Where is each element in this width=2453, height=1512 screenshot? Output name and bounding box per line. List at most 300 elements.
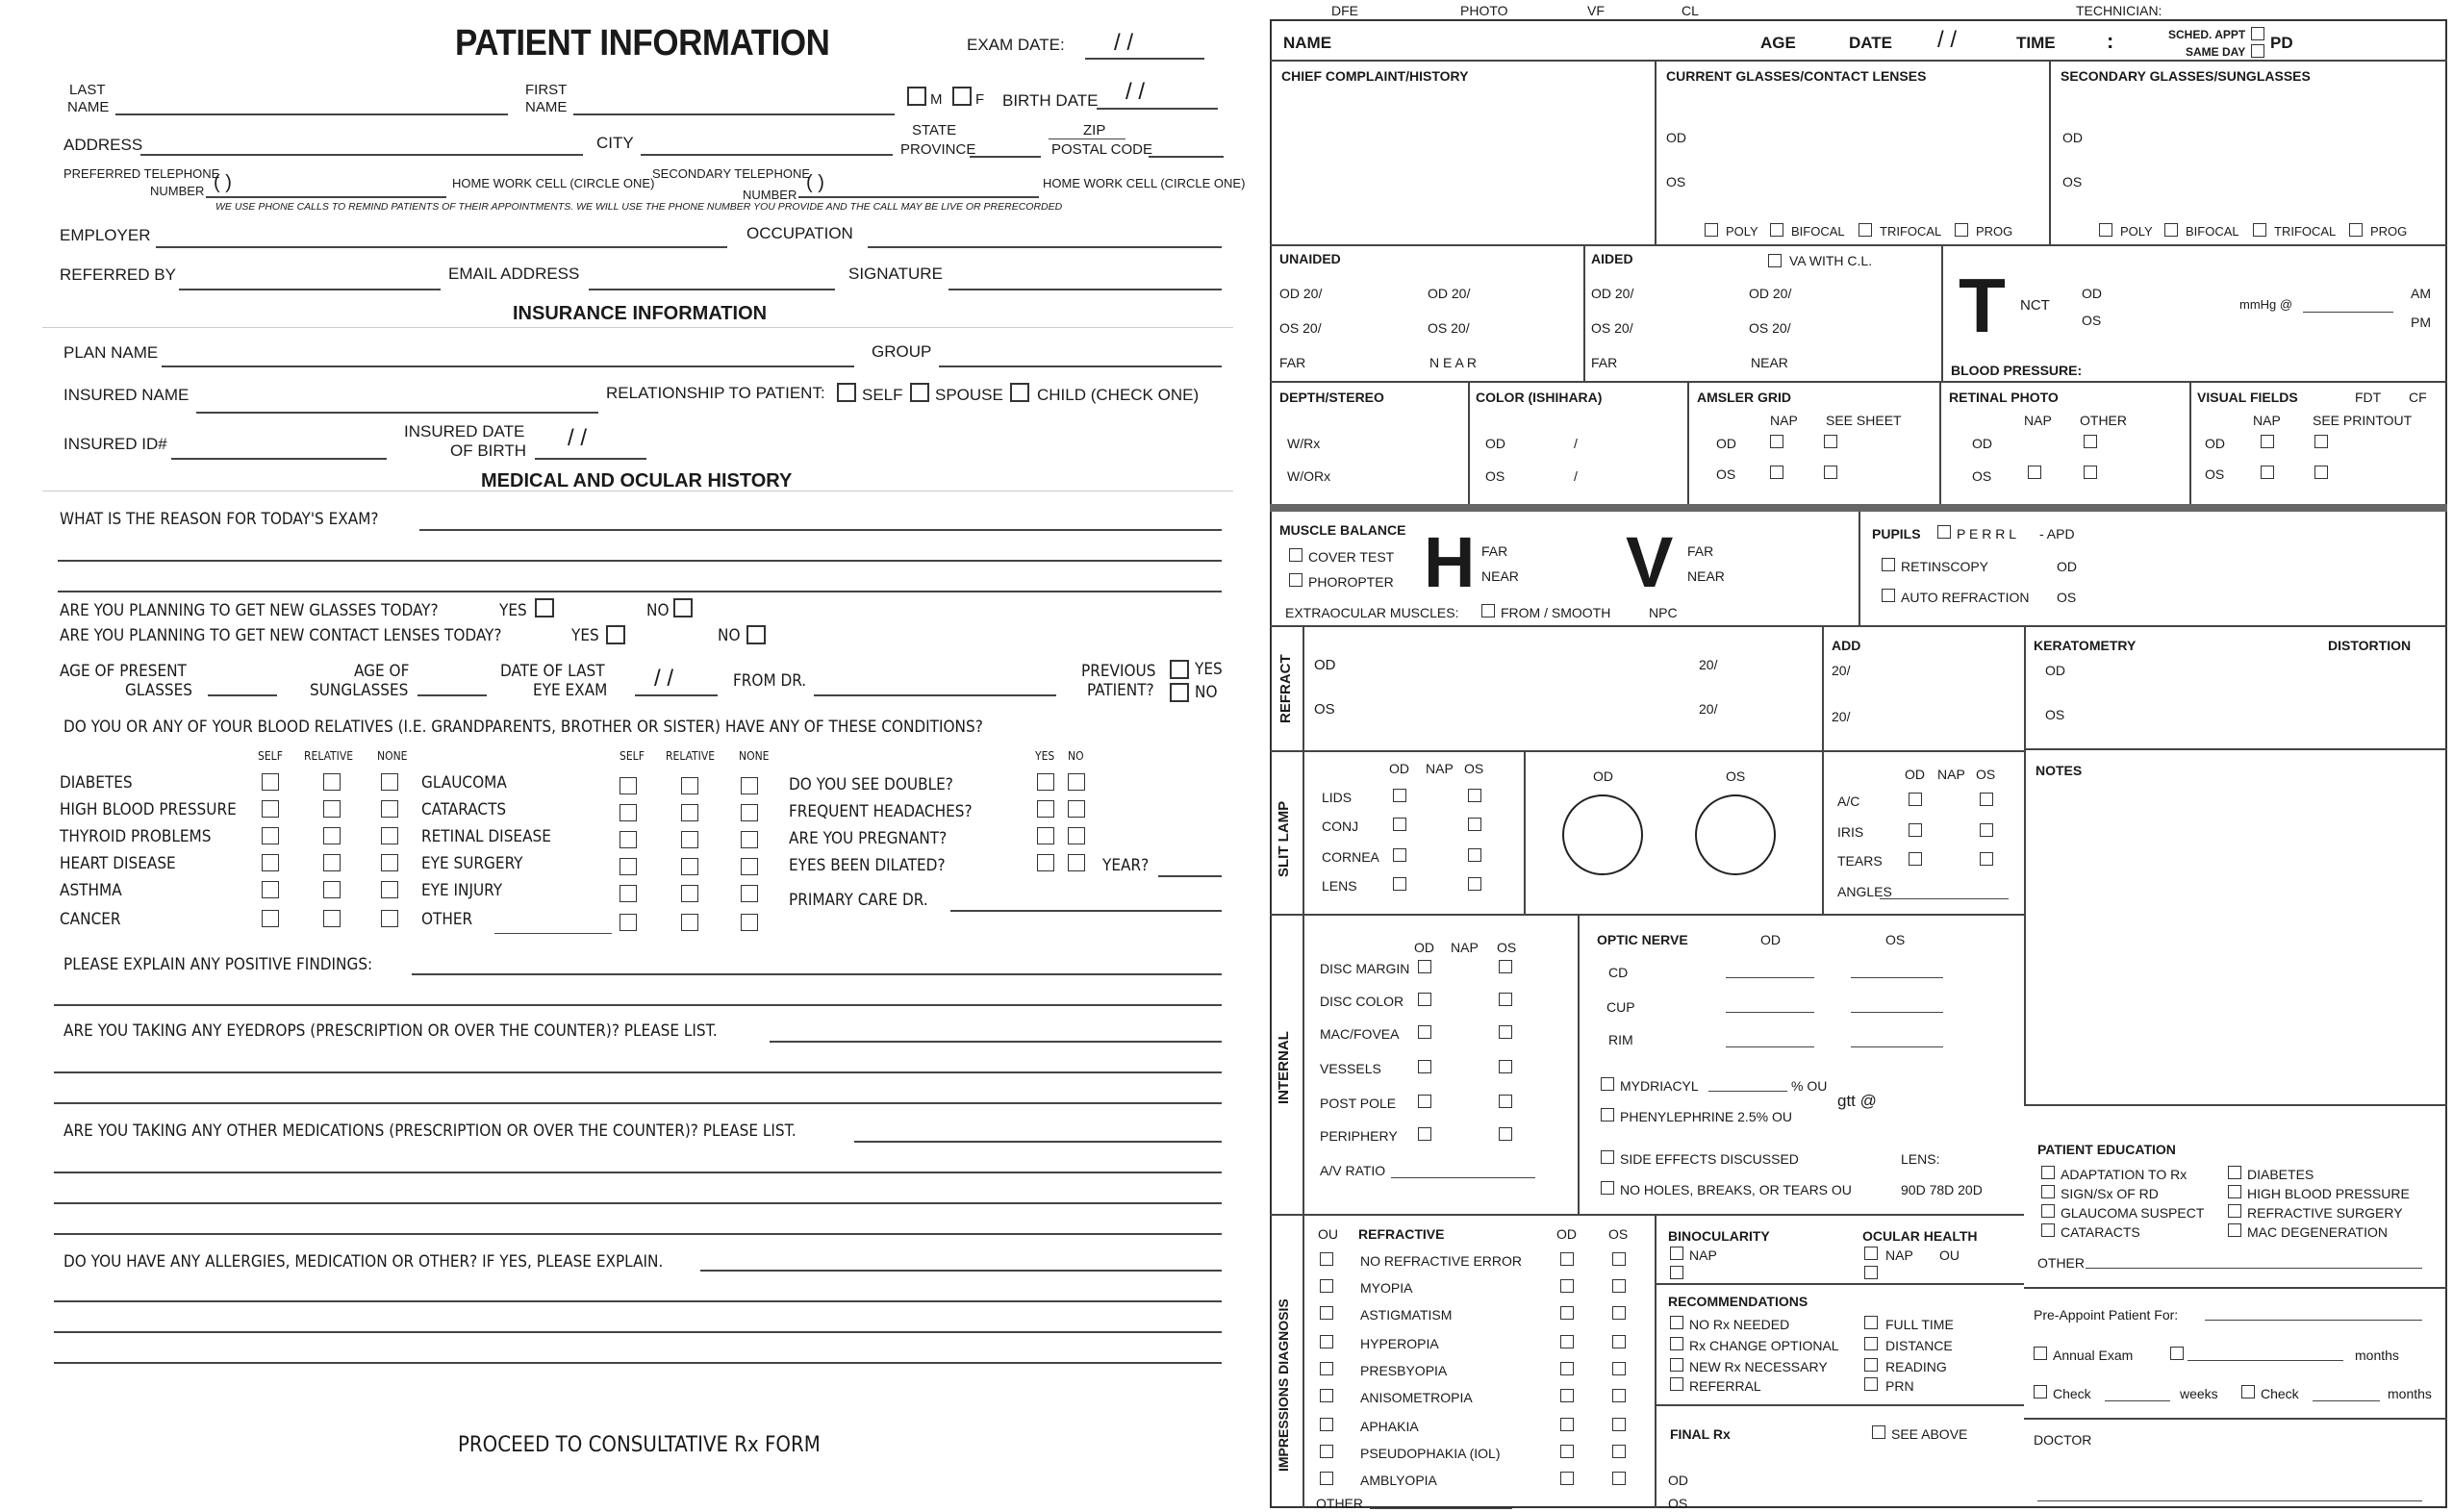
side-effects-checkbox[interactable] (1601, 1150, 1614, 1164)
education-checkbox[interactable] (2228, 1223, 2241, 1237)
auto-refraction-checkbox[interactable] (1882, 589, 1895, 602)
slit-od-checkbox[interactable] (1393, 789, 1406, 802)
divider (1822, 625, 1824, 750)
annual-checkbox[interactable] (2034, 1347, 2047, 1360)
sec-tel-label: SECONDARY TELEPHONE (652, 166, 810, 181)
insured-id-field[interactable] (171, 458, 387, 460)
condition-checkbox[interactable] (262, 910, 279, 927)
education-checkbox[interactable] (2228, 1204, 2241, 1218)
preappoint-field[interactable] (2205, 1320, 2422, 1321)
divider (2024, 625, 2026, 1106)
referred-label: REFERRED BY (60, 265, 176, 284)
glasses-yes-checkbox[interactable] (535, 598, 554, 617)
condition-checkbox[interactable] (262, 827, 279, 844)
retinoscopy-label: RETINSCOPY (1901, 559, 1989, 574)
diag-os-checkbox[interactable] (1612, 1252, 1626, 1266)
lens-type-label: BIFOCAL (1791, 224, 1845, 239)
horizontal-h: H (1424, 522, 1476, 602)
see-above-checkbox[interactable] (1872, 1425, 1885, 1439)
allergies-line-4[interactable] (54, 1362, 1222, 1364)
group-label: GROUP (872, 342, 932, 361)
condition-checkbox[interactable] (681, 804, 698, 821)
year-field[interactable] (1158, 875, 1222, 877)
diag-ou-checkbox[interactable] (1320, 1472, 1333, 1485)
pref-tel-number-label: NUMBER (150, 184, 205, 198)
aided-os-near: OS 20/ (1749, 320, 1791, 336)
exam-date-field[interactable] (1085, 58, 1204, 60)
current-glasses-label: CURRENT GLASSES/CONTACT LENSES (1666, 68, 1927, 84)
recommendation-label: DISTANCE (1885, 1338, 1953, 1353)
perrl-checkbox[interactable] (1937, 525, 1951, 539)
diag-ou-checkbox[interactable] (1320, 1389, 1333, 1402)
internal-item-label: DISC MARGIN (1320, 961, 1410, 976)
first-name-field[interactable] (573, 113, 895, 115)
internal-os-checkbox[interactable] (1499, 993, 1512, 1006)
condition-label: DIABETES (60, 773, 133, 793)
lens-type-label: POLY (2120, 224, 2153, 239)
slit-od-checkbox[interactable] (1393, 818, 1406, 831)
age-glasses-field[interactable] (208, 694, 277, 696)
annual-months-checkbox[interactable] (2170, 1347, 2184, 1360)
condition-checkbox[interactable] (741, 777, 758, 794)
slit-od-checkbox[interactable] (1909, 852, 1922, 866)
internal-os-checkbox[interactable] (1499, 960, 1512, 973)
weeks-field[interactable] (2105, 1400, 2170, 1401)
h-near: NEAR (1481, 568, 1519, 584)
internal-od-checkbox[interactable] (1418, 993, 1431, 1006)
vf-nap-os[interactable] (2261, 466, 2274, 479)
condition-checkbox[interactable] (620, 858, 637, 875)
condition-checkbox[interactable] (681, 831, 698, 848)
question-no-checkbox[interactable] (1068, 773, 1085, 791)
condition-checkbox[interactable] (681, 885, 698, 902)
slit-os-checkbox[interactable] (1468, 789, 1481, 802)
divider (1270, 914, 2024, 916)
slit2-os-col: OS (1976, 767, 1996, 782)
diag-od-checkbox[interactable] (1560, 1472, 1574, 1485)
doctor-signature-field[interactable] (2037, 1500, 2422, 1501)
condition-checkbox[interactable] (681, 858, 698, 875)
check-months-checkbox[interactable] (2241, 1385, 2255, 1399)
check-months-field[interactable] (2313, 1400, 2380, 1401)
diag-os-checkbox[interactable] (1612, 1389, 1626, 1402)
zip-field[interactable] (1149, 156, 1224, 158)
slit-os-checkbox[interactable] (1980, 852, 1993, 866)
state-field[interactable] (970, 156, 1041, 158)
phenylephrine-checkbox[interactable] (1601, 1108, 1614, 1121)
lens-type-checkbox[interactable] (2253, 223, 2266, 237)
education-other-field[interactable] (2086, 1268, 2422, 1269)
education-checkbox[interactable] (2041, 1166, 2055, 1179)
rim-os-field[interactable] (1851, 1046, 1943, 1047)
allergies-line-2[interactable] (54, 1300, 1222, 1302)
condition-checkbox[interactable] (741, 885, 758, 902)
age-label: AGE (1760, 34, 1796, 52)
lens-type-checkbox[interactable] (1859, 223, 1872, 237)
lens-type-checkbox[interactable] (2099, 223, 2112, 237)
glasses-yes-label: YES (499, 601, 527, 620)
mydriacyl-checkbox[interactable] (1601, 1077, 1614, 1091)
slit-os-checkbox[interactable] (1468, 848, 1481, 862)
age-sunglasses-field[interactable] (417, 694, 487, 696)
diag-od-checkbox[interactable] (1560, 1445, 1574, 1458)
visual-fields-label: VISUAL FIELDS (2197, 390, 2298, 405)
glasses-no-checkbox[interactable] (673, 598, 693, 617)
cd-od-field[interactable] (1726, 977, 1814, 978)
rim-od-field[interactable] (1726, 1046, 1814, 1047)
diag-other-label: OTHER (1316, 1496, 1363, 1511)
first-label: FIRST (525, 82, 568, 98)
binoc-nap-checkbox[interactable] (1670, 1247, 1683, 1260)
phoropter-checkbox[interactable] (1289, 573, 1302, 587)
v-far: FAR (1687, 543, 1714, 559)
referred-field[interactable] (179, 289, 441, 290)
postal-code-label: POSTAL CODE (1051, 141, 1153, 158)
sched-checkbox[interactable] (2251, 27, 2264, 40)
oh-other-checkbox[interactable] (1864, 1266, 1878, 1279)
slit-od-checkbox[interactable] (1393, 848, 1406, 862)
recommendation-checkbox[interactable] (1670, 1316, 1683, 1329)
recommendation-checkbox[interactable] (1670, 1337, 1683, 1350)
slit-os-checkbox[interactable] (1980, 823, 1993, 837)
color-od: OD (1485, 436, 1505, 451)
diag-ou-checkbox[interactable] (1320, 1362, 1333, 1375)
unaided-far: FAR (1279, 355, 1306, 370)
diag-os-checkbox[interactable] (1612, 1335, 1626, 1348)
internal-od-checkbox[interactable] (1418, 960, 1431, 973)
self-checkbox[interactable] (837, 383, 856, 402)
condition-checkbox[interactable] (741, 914, 758, 931)
annual-months-field[interactable] (2187, 1360, 2343, 1361)
condition-checkbox[interactable] (323, 910, 341, 927)
last-exam-field[interactable] (635, 694, 718, 696)
mydriacyl-field[interactable] (1708, 1091, 1787, 1092)
vf-nap: NAP (2253, 413, 2281, 428)
angles-field[interactable] (1880, 898, 2009, 899)
explain-field[interactable] (412, 973, 1222, 975)
mydriacyl-label: MYDRIACYL (1620, 1078, 1699, 1094)
internal-od-checkbox[interactable] (1418, 1095, 1431, 1108)
divider (1939, 381, 1941, 506)
condition-checkbox[interactable] (262, 881, 279, 898)
internal-os-checkbox[interactable] (1499, 1060, 1512, 1073)
question-yes-checkbox[interactable] (1037, 827, 1054, 844)
plan-field[interactable] (162, 365, 854, 367)
slit-od-checkbox[interactable] (1909, 823, 1922, 837)
occupation-field[interactable] (868, 246, 1222, 248)
condition-checkbox[interactable] (381, 910, 398, 927)
slit-od-checkbox[interactable] (1909, 793, 1922, 806)
question-yes-checkbox[interactable] (1037, 854, 1054, 871)
diag-od-checkbox[interactable] (1560, 1362, 1574, 1375)
diag-ou-checkbox[interactable] (1320, 1335, 1333, 1348)
diag-od-checkbox[interactable] (1560, 1418, 1574, 1431)
retinal-other-os[interactable] (2084, 466, 2097, 479)
kerat-od: OD (2045, 663, 2065, 678)
condition-checkbox[interactable] (620, 804, 637, 821)
unaided-od-far: OD 20/ (1279, 286, 1323, 301)
oh-nap-checkbox[interactable] (1864, 1247, 1878, 1260)
vf-label: VF (1587, 3, 1605, 18)
unaided-os-near: OS 20/ (1428, 320, 1470, 336)
condition-checkbox[interactable] (262, 773, 279, 791)
birth-date-slashes: / / (1125, 79, 1146, 105)
fundus-os-circle[interactable] (1695, 794, 1776, 875)
cup-os-field[interactable] (1851, 1012, 1943, 1013)
diag-od-checkbox[interactable] (1560, 1389, 1574, 1402)
condition-checkbox[interactable] (323, 800, 341, 818)
recommendation-checkbox[interactable] (1670, 1358, 1683, 1372)
diag-os-checkbox[interactable] (1612, 1445, 1626, 1458)
spouse-checkbox[interactable] (910, 383, 929, 402)
diag-od-checkbox[interactable] (1560, 1306, 1574, 1320)
city-field[interactable] (641, 154, 893, 156)
education-label: REFRACTIVE SURGERY (2247, 1205, 2403, 1221)
recommendation-checkbox[interactable] (1864, 1377, 1878, 1391)
recommendation-checkbox[interactable] (1864, 1316, 1878, 1329)
contacts-yes-checkbox[interactable] (606, 625, 625, 644)
lens-type-checkbox[interactable] (1955, 223, 1968, 237)
address-field[interactable] (140, 154, 583, 156)
diag-os-checkbox[interactable] (1612, 1306, 1626, 1320)
fundus-od-circle[interactable] (1562, 794, 1643, 875)
diagnosis-label: HYPEROPIA (1360, 1336, 1439, 1351)
divider (1468, 381, 1470, 506)
diag-other-field[interactable] (1370, 1508, 1512, 1509)
insured-name-field[interactable] (196, 412, 598, 414)
other-meds-line-3[interactable] (54, 1202, 1222, 1204)
vf-print-od[interactable] (2314, 435, 2328, 448)
nct-label: NCT (2020, 297, 2050, 314)
condition-checkbox[interactable] (381, 827, 398, 844)
other-condition-field[interactable] (494, 933, 612, 934)
amsler-sheet-od[interactable] (1824, 435, 1837, 448)
email-field[interactable] (589, 289, 835, 290)
condition-checkbox[interactable] (262, 854, 279, 871)
condition-checkbox[interactable] (741, 858, 758, 875)
internal-os-checkbox[interactable] (1499, 1127, 1512, 1141)
previous-no-checkbox[interactable] (1170, 683, 1189, 702)
eom-checkbox[interactable] (1481, 604, 1495, 617)
amsler-nap-os[interactable] (1770, 466, 1783, 479)
slit-os-checkbox[interactable] (1980, 793, 1993, 806)
va-cl-checkbox[interactable] (1768, 254, 1782, 267)
condition-checkbox[interactable] (381, 800, 398, 818)
education-checkbox[interactable] (2041, 1185, 2055, 1198)
previous-yes-checkbox[interactable] (1170, 660, 1189, 679)
condition-checkbox[interactable] (681, 777, 698, 794)
mmhg-field[interactable] (2303, 312, 2393, 313)
eyedrops-field[interactable] (770, 1041, 1222, 1043)
same-day-label: SAME DAY (2186, 45, 2246, 59)
slit-os-checkbox[interactable] (1468, 818, 1481, 831)
education-label: HIGH BLOOD PRESSURE (2247, 1186, 2410, 1201)
condition-checkbox[interactable] (381, 881, 398, 898)
lens-type-checkbox[interactable] (2164, 223, 2178, 237)
contacts-yes-label: YES (571, 626, 599, 645)
cup-od-field[interactable] (1726, 1012, 1814, 1013)
vf-nap-od[interactable] (2261, 435, 2274, 448)
child-checkbox[interactable] (1010, 383, 1029, 402)
divider (2024, 1418, 2447, 1420)
recommendation-checkbox[interactable] (1670, 1377, 1683, 1391)
insured-date-label: INSURED DATE (404, 422, 525, 441)
diag-od-checkbox[interactable] (1560, 1252, 1574, 1266)
diag-ou-checkbox[interactable] (1320, 1279, 1333, 1293)
apd-label: - APD (2039, 526, 2075, 542)
from-dr-field[interactable] (814, 694, 1056, 696)
education-checkbox[interactable] (2228, 1166, 2241, 1179)
condition-checkbox[interactable] (620, 885, 637, 902)
reason-line-3[interactable] (58, 591, 1222, 592)
condition-checkbox[interactable] (620, 914, 637, 931)
condition-checkbox[interactable] (323, 773, 341, 791)
condition-checkbox[interactable] (741, 804, 758, 821)
internal-od-checkbox[interactable] (1418, 1060, 1431, 1073)
retinoscopy-checkbox[interactable] (1882, 558, 1895, 571)
diag-ou-checkbox[interactable] (1320, 1306, 1333, 1320)
education-checkbox[interactable] (2041, 1223, 2055, 1237)
date-label: DATE (1849, 34, 1893, 52)
internal-os-checkbox[interactable] (1499, 1095, 1512, 1108)
slit-od-col: OD (1389, 761, 1409, 776)
internal-os-checkbox[interactable] (1499, 1025, 1512, 1039)
condition-checkbox[interactable] (381, 854, 398, 871)
condition-checkbox[interactable] (681, 914, 698, 931)
explain-line-2[interactable] (54, 1004, 1222, 1006)
lens-type-checkbox[interactable] (1770, 223, 1783, 237)
primary-care-field[interactable] (950, 910, 1222, 912)
recommendation-checkbox[interactable] (1864, 1358, 1878, 1372)
employer-field[interactable] (156, 246, 727, 248)
condition-checkbox[interactable] (323, 854, 341, 871)
exam-date-label: EXAM DATE: (967, 36, 1065, 54)
retinal-other-od[interactable] (2084, 435, 2097, 448)
condition-checkbox[interactable] (323, 827, 341, 844)
cd-os-field[interactable] (1851, 977, 1943, 978)
cover-test-checkbox[interactable] (1289, 548, 1302, 562)
female-checkbox[interactable] (952, 87, 972, 106)
patient-education-label: PATIENT EDUCATION (2037, 1142, 2176, 1157)
binoc-other-checkbox[interactable] (1670, 1266, 1683, 1279)
condition-checkbox[interactable] (620, 777, 637, 794)
group-field[interactable] (939, 365, 1222, 367)
diag-os-checkbox[interactable] (1612, 1472, 1626, 1485)
slit-os-checkbox[interactable] (1468, 877, 1481, 891)
eye-exam-label: EYE EXAM (533, 681, 608, 700)
sec-tel-field[interactable] (798, 196, 1039, 198)
pref-tel-field[interactable] (206, 196, 446, 198)
internal-od-checkbox[interactable] (1418, 1127, 1431, 1141)
sec-tel-paren: ( ) (806, 172, 824, 193)
diag-ou-checkbox[interactable] (1320, 1418, 1333, 1431)
retinal-nap-os[interactable] (2028, 466, 2041, 479)
lens-type-checkbox[interactable] (2349, 223, 2363, 237)
birth-date-field[interactable] (1097, 108, 1218, 110)
recommendation-checkbox[interactable] (1864, 1337, 1878, 1350)
slit-item-label: LIDS (1322, 790, 1353, 805)
lens-type-checkbox[interactable] (1705, 223, 1718, 237)
education-checkbox[interactable] (2228, 1185, 2241, 1198)
internal-od-checkbox[interactable] (1418, 1025, 1431, 1039)
eyedrops-line-2[interactable] (54, 1071, 1222, 1073)
lens-type-label: POLY (1726, 224, 1758, 239)
question-label: FREQUENT HEADACHES? (789, 802, 973, 821)
pct-ou-label: % OU (1791, 1078, 1828, 1094)
diag-os-checkbox[interactable] (1612, 1279, 1626, 1293)
address-label: ADDRESS (63, 136, 143, 154)
sec-od: OD (2062, 130, 2083, 145)
recommendation-label: Rx CHANGE OPTIONAL (1689, 1338, 1839, 1353)
other-meds-field[interactable] (854, 1141, 1222, 1143)
side-effects-label: SIDE EFFECTS DISCUSSED (1620, 1151, 1799, 1167)
question-no-checkbox[interactable] (1068, 827, 1085, 844)
amsler-sheet-os[interactable] (1824, 466, 1837, 479)
insurance-heading: INSURANCE INFORMATION (513, 303, 768, 324)
vf-see-printout: SEE PRINTOUT (2313, 413, 2413, 428)
reason-field[interactable] (419, 529, 1222, 531)
recommendation-label: READING (1885, 1359, 1947, 1374)
binoc-nap-label: NAP (1689, 1247, 1717, 1263)
reason-line-2[interactable] (58, 560, 1222, 562)
question-no-checkbox[interactable] (1068, 854, 1085, 871)
condition-checkbox[interactable] (741, 831, 758, 848)
reason-label: WHAT IS THE REASON FOR TODAY'S EXAM? (60, 510, 379, 529)
from-dr-label: FROM DR. (733, 671, 807, 691)
amsler-nap-od[interactable] (1770, 435, 1783, 448)
eyedrops-line-3[interactable] (54, 1102, 1222, 1104)
diag-ou-checkbox[interactable] (1320, 1445, 1333, 1458)
other-meds-line-2[interactable] (54, 1172, 1222, 1173)
insured-dob-field[interactable] (535, 458, 646, 460)
divider (1302, 1214, 1304, 1508)
same-day-checkbox[interactable] (2251, 44, 2264, 58)
vf-print-os[interactable] (2314, 466, 2328, 479)
diag-os-checkbox[interactable] (1612, 1418, 1626, 1431)
col-yes: YES (1035, 749, 1055, 763)
question-yes-checkbox[interactable] (1037, 773, 1054, 791)
question-no-checkbox[interactable] (1068, 800, 1085, 818)
condition-checkbox[interactable] (323, 881, 341, 898)
no-holes-checkbox[interactable] (1601, 1181, 1614, 1195)
amsler-nap: NAP (1770, 413, 1798, 428)
allergies-field[interactable] (700, 1270, 1222, 1272)
signature-field[interactable] (948, 289, 1222, 290)
condition-checkbox[interactable] (381, 773, 398, 791)
av-ratio-field[interactable] (1391, 1177, 1535, 1178)
recommendation-label: FULL TIME (1885, 1317, 1954, 1332)
diag-os-checkbox[interactable] (1612, 1362, 1626, 1375)
condition-checkbox[interactable] (262, 800, 279, 818)
question-yes-checkbox[interactable] (1037, 800, 1054, 818)
last-name-field[interactable] (115, 113, 508, 115)
diag-od-checkbox[interactable] (1560, 1335, 1574, 1348)
contacts-no-checkbox[interactable] (746, 625, 766, 644)
education-checkbox[interactable] (2041, 1204, 2055, 1218)
diag-ou-checkbox[interactable] (1320, 1252, 1333, 1266)
recommendation-label: REFERRAL (1689, 1378, 1761, 1394)
check-weeks-checkbox[interactable] (2034, 1385, 2047, 1399)
slit2-nap-col: NAP (1937, 767, 1965, 782)
diag-od-checkbox[interactable] (1560, 1279, 1574, 1293)
male-checkbox[interactable] (907, 87, 926, 106)
slit-od-checkbox[interactable] (1393, 877, 1406, 891)
other-meds-line-4[interactable] (54, 1233, 1222, 1235)
allergies-line-3[interactable] (54, 1331, 1222, 1333)
col-relative-2: RELATIVE (666, 749, 716, 763)
condition-checkbox[interactable] (620, 831, 637, 848)
state-label: STATE (912, 122, 957, 139)
